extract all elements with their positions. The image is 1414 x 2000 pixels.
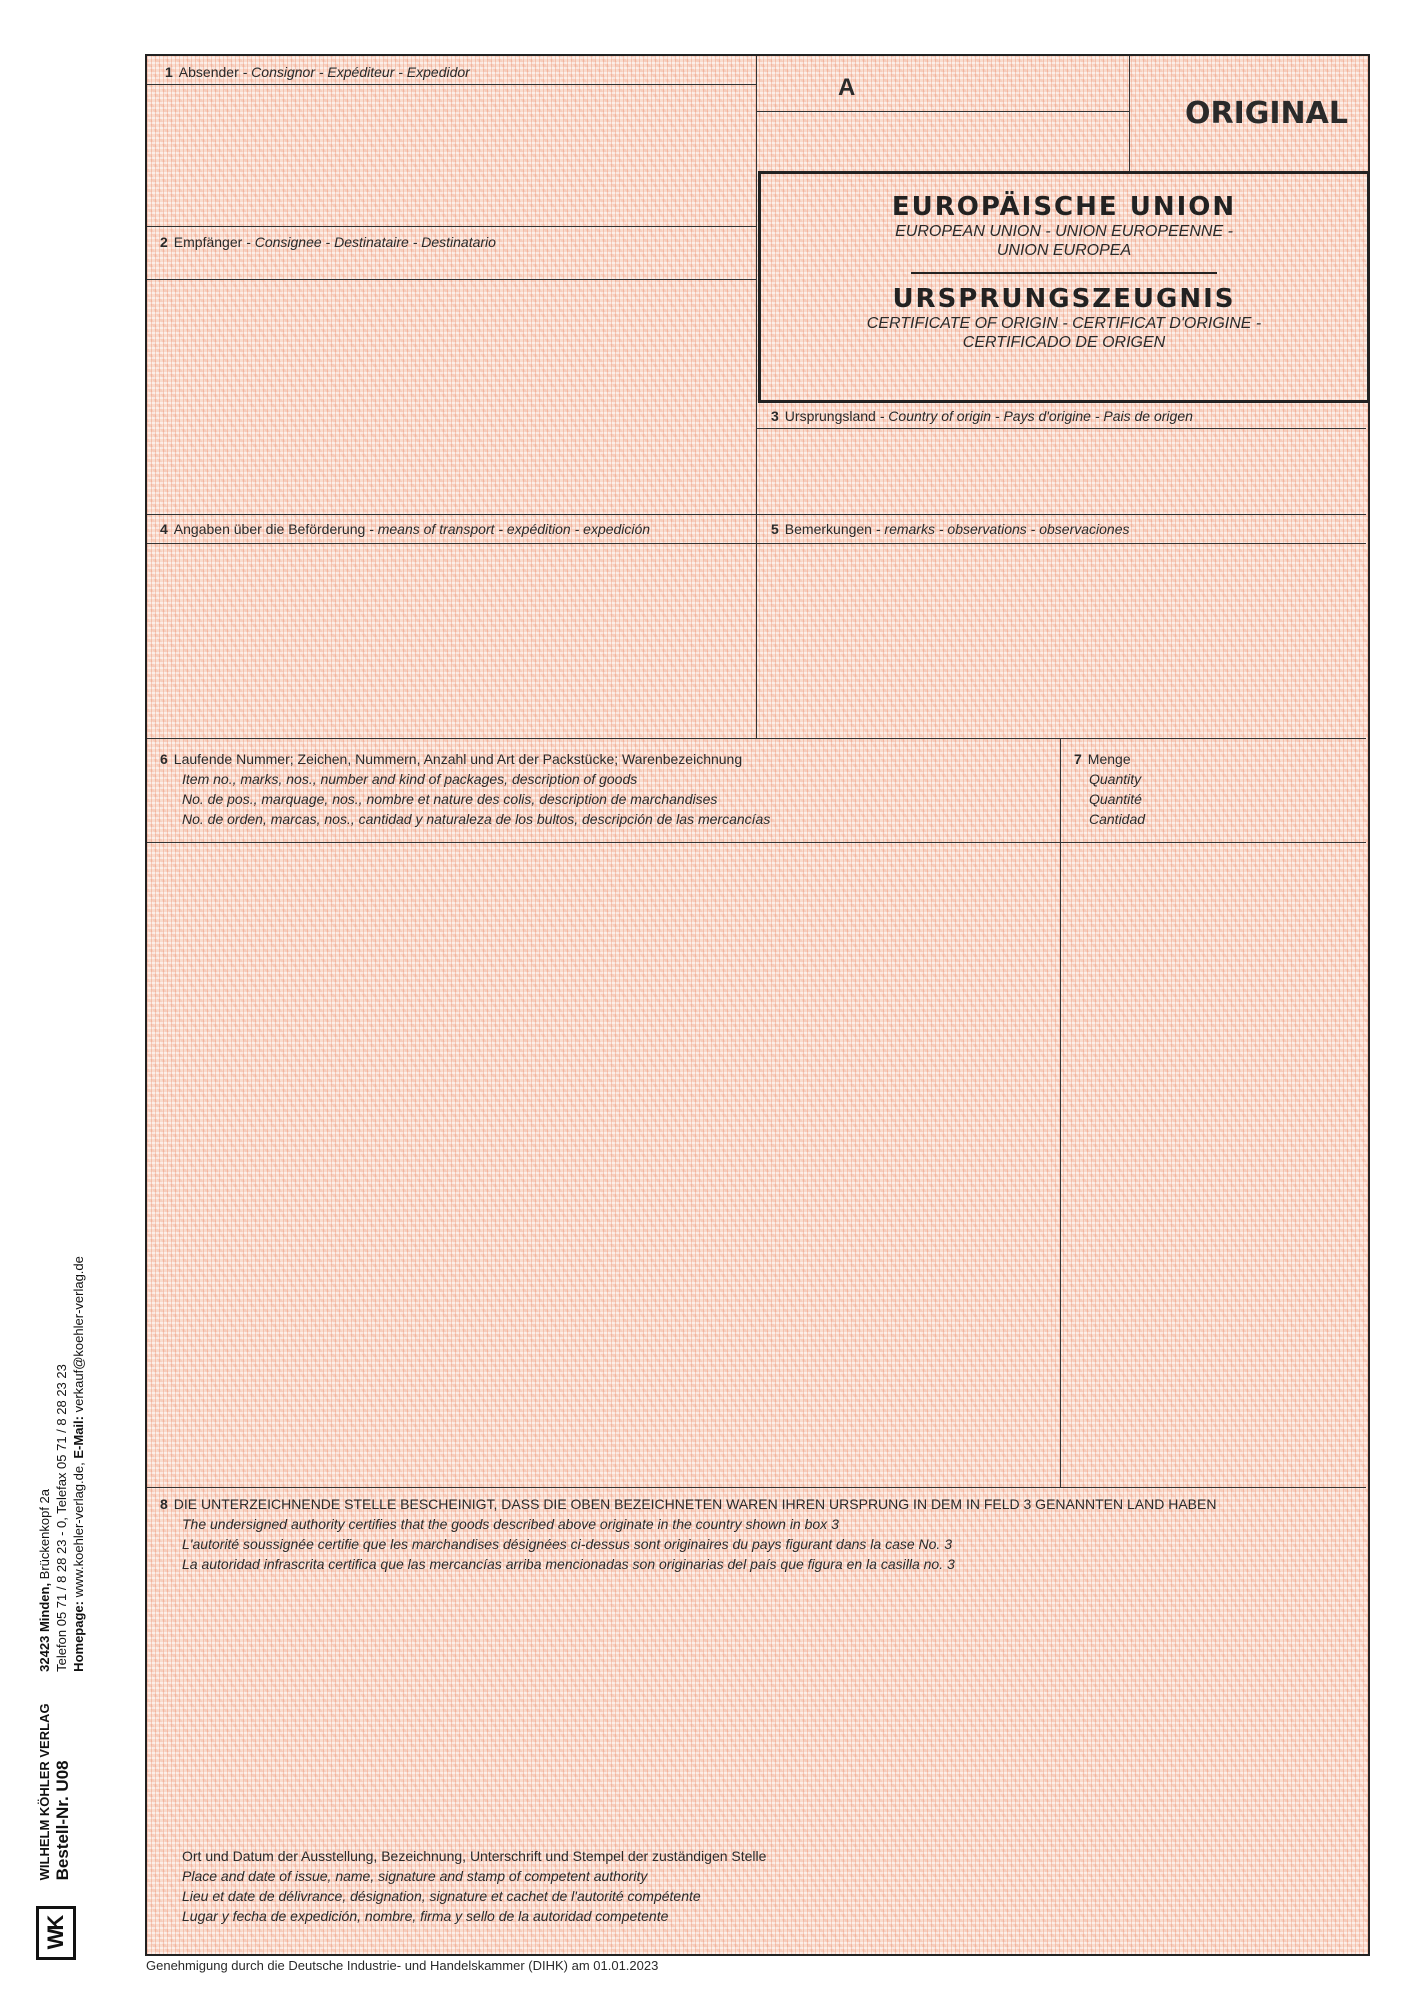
original-label: ORIGINAL bbox=[1185, 96, 1348, 131]
field-2-label: 2 Empfänger - Consignee - Destinataire - Destinatario bbox=[160, 234, 496, 250]
line-a-box bbox=[756, 111, 1130, 112]
line-mid-upper bbox=[756, 56, 757, 738]
title-certificate-sub-2: CERTIFICADO DE ORIGEN bbox=[962, 334, 1166, 351]
field-5-label: 5 Bemerkungen - remarks - observations - observaciones bbox=[771, 521, 1130, 537]
title-certificate: URSPRUNGSZEUGNIS bbox=[892, 284, 1236, 314]
title-box bbox=[758, 171, 1370, 403]
line-row-4-5 bbox=[147, 514, 1366, 515]
line-original-box bbox=[1129, 56, 1130, 171]
publisher-name: WILHELM KÖHLER VERLAG bbox=[37, 1703, 52, 1881]
publisher-info bbox=[36, 1228, 87, 1960]
order-number: Bestell-Nr. U08 bbox=[53, 1760, 72, 1881]
signature-instructions: Ort und Datum der Ausstellung, Bezeichnung, Unterschrift und Stempel der zuständigen Stelle Place and date of issue, name, signature and stamp of competent authority Lieu et date de délivrance, désignation, signature et cachet de l'autorité compétente Lugar y fecha de expedición, nombre, firma y sello de la autoridad competente bbox=[182, 1848, 767, 1924]
approval-note: Genehmigung durch die Deutsche Industrie- und Handelskammer (DIHK) am 01.01.2023 bbox=[146, 1958, 659, 1973]
line-f1-f2 bbox=[147, 226, 756, 227]
line-f1-header bbox=[147, 84, 756, 85]
publisher-phone: Telefon 05 71 / 8 28 23 - 0, Telefax 05 71 / 8 28 23 23 bbox=[54, 1364, 69, 1672]
publisher-address: 32423 Minden, Brückenkopf 2a bbox=[37, 1488, 52, 1672]
field-8-label: 8 DIE UNTERZEICHNENDE STELLE BESCHEINIGT, DASS DIE OBEN BEZEICHNETEN WAREN IHREN URSPRUNG IN DEM IN FELD 3 GENANNTEN LAND HABEN The undersigned authority certifies that the goods described above originate in the country shown in box 3 L'autorité soussignée certifie que les marchandises désignées ci-dessus sont originaires du pays figurant dans la case No. 3 La autoridad infrascrita certifica que las mercancías arriba mencionadas son originarias del país que figura en la casilla no. 3 bbox=[160, 1496, 1217, 1572]
line-row-8 bbox=[147, 1487, 1366, 1488]
title-divider bbox=[911, 272, 1217, 274]
field-7-label: 7 Menge Quantity Quantité Cantidad bbox=[1074, 751, 1146, 827]
line-f6-header bbox=[147, 842, 1366, 843]
line-row-6 bbox=[147, 738, 1366, 739]
field-1-label: 1 Absender - Consignor - Expéditeur - Expedidor bbox=[165, 64, 470, 80]
title-eu-sub-2: UNION EUROPEA bbox=[996, 242, 1132, 259]
line-f3-header bbox=[756, 428, 1366, 429]
line-f45-header bbox=[147, 543, 1366, 544]
field-4-label: 4 Angaben über die Beförderung - means of transport - expédition - expedición bbox=[160, 521, 651, 537]
publisher-web: Homepage: www.koehler-verlag.de, E-Mail: verkauf@koehler-verlag.de bbox=[71, 1256, 86, 1672]
form-letter: A bbox=[838, 74, 856, 101]
line-f6-f7 bbox=[1060, 738, 1061, 1487]
field-3-label: 3 Ursprungsland - Country of origin - Pays d'origine - Pais de origen bbox=[771, 408, 1193, 424]
publisher-logo: WK bbox=[36, 1906, 76, 1960]
title-eu: EUROPÄISCHE UNION bbox=[891, 192, 1237, 222]
field-6-label: 6 Laufende Nummer; Zeichen, Nummern, Anzahl und Art der Packstücke; Warenbezeichnung Item no., marks, nos., number and kind of packages, description of goods No. de pos., marquage, nos., nombre et nature des colis, description de marchandises No. de orden, marcas, nos., cantidad y naturaleza de los bultos, descripción de las mercancías bbox=[160, 751, 771, 827]
title-eu-sub-1: EUROPEAN UNION - UNION EUROPEENNE - bbox=[895, 223, 1233, 240]
title-certificate-sub-1: CERTIFICATE OF ORIGIN - CERTIFICAT D'ORIGINE - bbox=[866, 315, 1262, 332]
line-f2-header bbox=[147, 279, 756, 280]
